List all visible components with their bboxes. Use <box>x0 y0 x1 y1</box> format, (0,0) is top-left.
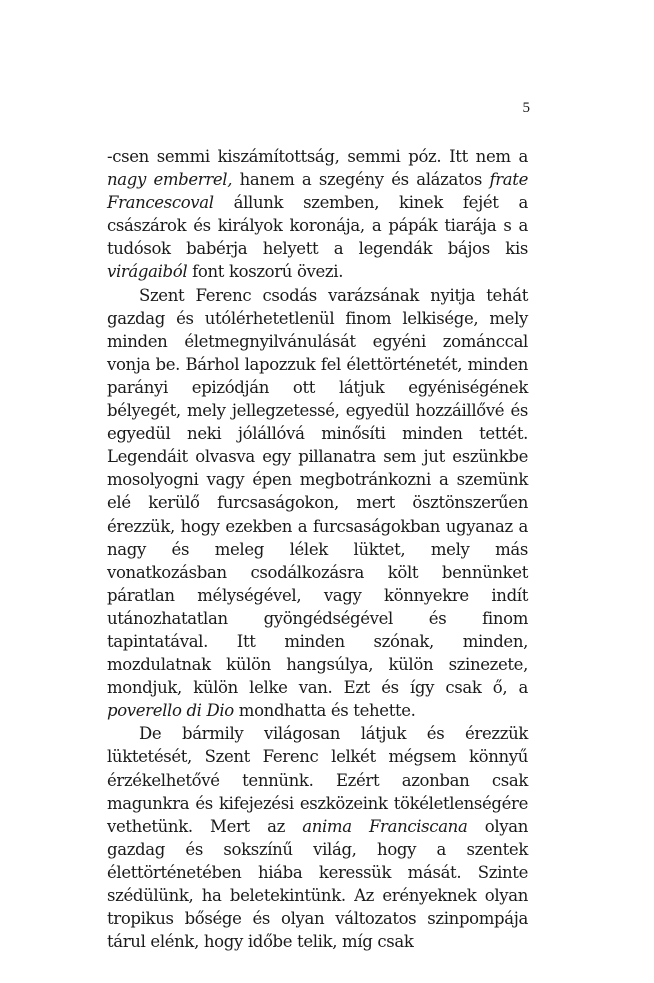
text-span: Szent Ferenc csodás varázsának nyitja tehát gazdag és utólérhetetlenül finom lelkisége, mely minden életmegnyilvánulását egyéni zománccal vonja be. Bárhol lapozzuk fel élettörténetét, minden parányi epizódján ott látjuk egyéniségének bélyegét, mely jellegzetessé, egyedül hozzáillővé és egyedül neki jólállóvá minősíti minden tettét. Legendáit olvasva egy pillanatra sem jut eszünkbe mosolyogni vagy épen megbotránkozni a szemünk elé kerülő furcsaságokon, mert ösztönszerűen érezzük, hogy ezekben a furcsaságokban ugyanaz a nagy és meleg lélek lüktet, mely más vonatkozásban csodálkozásra költ bennünket páratlan mélységével, vagy könnyekre indít utánozhatatlan gyöngédségével és finom tapintatával. Itt minden szónak, minden, mozdulatnak külön hangsúlya, külön szinezete, mondjuk, külön lelke van. Ezt és így csak ő, a <box>107 285 528 698</box>
italic-text: anima Franciscana <box>302 816 468 836</box>
text-span: De bármily világosan látjuk és érezzük lüktetését, Szent Ferenc lelkét mégsem könnyű érzékelhetővé tennünk. Ezért azonban csak magunkra és kifejezési eszközeink tökéletlenségére vethetünk. Mert az <box>107 724 528 836</box>
italic-text: frate Francescoval <box>107 170 528 213</box>
italic-text: poverello di Dio <box>107 701 234 721</box>
italic-text: nagy emberrel, <box>107 170 233 190</box>
paragraph <box>107 284 528 723</box>
paragraph <box>107 145 528 284</box>
italic-text: virágaiból <box>107 262 188 282</box>
page-number: 5 <box>522 100 530 116</box>
body-text <box>107 145 528 953</box>
text-span: olyan gazdag és sokszínű világ, hogy a szentek élettörténetében hiába keressük mását. Szinte szédülünk, ha beletekintünk. Az erényeknek olyan tropikus bősége és olyan változatos szinpompája tárul elénk, hogy időbe telik, míg csak <box>107 816 528 952</box>
text-span: hanem a szegény és alázatos <box>232 170 490 190</box>
text-span: font koszorú övezi. <box>187 262 344 282</box>
paragraph <box>107 722 528 953</box>
text-span: mondhatta és tehette. <box>233 701 416 721</box>
text-span: állunk szemben, kinek fejét a császárok és királyok koronája, a pápák tiarája s a tudósok babérja helyett a legendák bájos kis <box>107 193 528 259</box>
text-span: -csen semmi kiszámítottság, semmi póz. Itt nem a <box>107 147 528 166</box>
